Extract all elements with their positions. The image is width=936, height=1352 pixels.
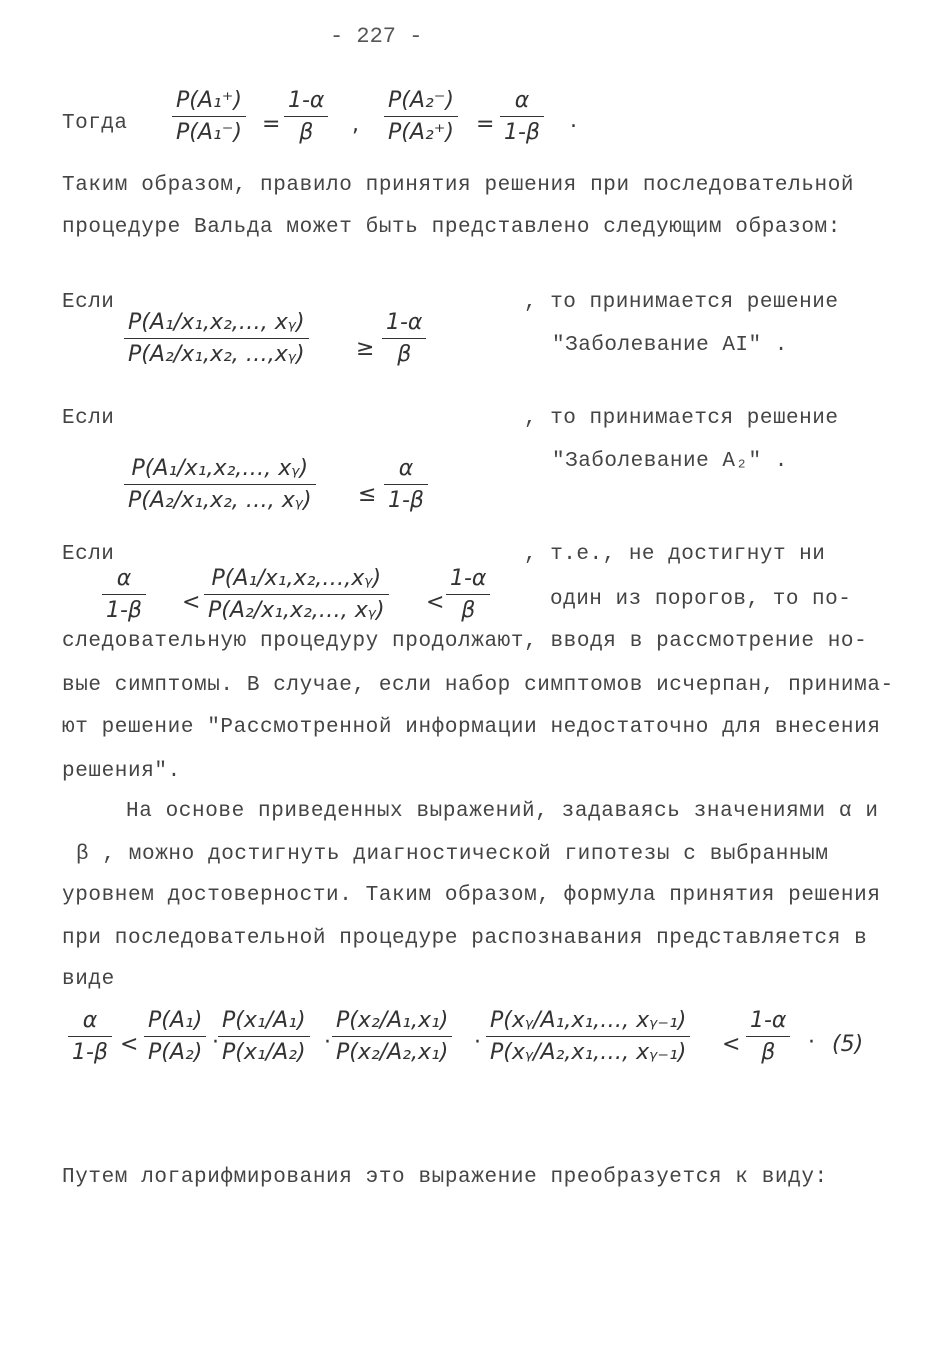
intro-fraction-2: [284, 88, 328, 145]
rule3-fraction: [204, 566, 389, 623]
rule3-lhs-fraction: [102, 566, 146, 623]
f5-rhs-fraction: [746, 1008, 790, 1065]
rule2-relation: ≤: [358, 482, 377, 507]
f5-less-2: <: [722, 1032, 741, 1057]
rule3-less-1: <: [182, 590, 201, 615]
rule3-text-2: один из порогов, то по-: [550, 588, 852, 611]
rule1-numerator: P(A₁/x₁,x₂,…, xᵧ): [128, 310, 305, 335]
f5-dot-2: ·: [324, 1030, 331, 1055]
intro-equals-1: =: [262, 112, 281, 137]
para3-line-5: виде: [62, 968, 115, 991]
para1-line-1: Таким образом, правило принятия решения при последовательной: [62, 174, 855, 197]
f5-x2-denominator: P(x₂/A₂,x₁): [336, 1040, 449, 1065]
rule3-rhs-fraction: [446, 566, 490, 623]
rule3-rhs-denominator: β: [461, 598, 476, 623]
intro-dot: .: [570, 108, 577, 133]
f5-rhs-numerator: 1-α: [750, 1008, 787, 1033]
rule2-text-1: , то принимается решение: [524, 407, 839, 430]
f5-xy-fraction: [486, 1008, 690, 1065]
f5-rhs-denominator: β: [761, 1040, 776, 1065]
para1-line-2: процедуре Вальда может быть представлено следующим образом:: [62, 216, 841, 239]
intro-f1-denominator: P(A₁⁻): [176, 120, 242, 145]
f5-prior-denominator: P(A₂): [148, 1040, 203, 1065]
f5-x1-numerator: P(x₁/A₁): [222, 1008, 306, 1033]
rule3-lhs-numerator: α: [116, 566, 132, 591]
rule1-denominator: P(A₂/x₁,x₂, …,xᵧ): [128, 342, 305, 367]
para3-line-2: β , можно достигнуть диагностической гипотезы с выбранным: [76, 843, 829, 866]
rule1-text-2: "Заболевание AІ" .: [552, 334, 788, 357]
f5-dot-1: ·: [212, 1030, 219, 1055]
f5-alpha-fraction: [68, 1008, 112, 1065]
para2-line-3: ют решение "Рассмотренной информации недостаточно для внесения: [62, 716, 881, 739]
rule2-rhs-fraction: [384, 456, 428, 513]
para2-line-4: решения".: [62, 760, 181, 783]
f5-less-1: <: [120, 1032, 139, 1057]
intro-f4-numerator: α: [514, 88, 530, 113]
f5-dot-4: ·: [808, 1030, 815, 1055]
para3-line-4: при последовательной процедуре распознавания представляется в: [62, 927, 868, 950]
rule2-rhs-denominator: 1-β: [388, 488, 424, 513]
f5-prior-numerator: P(A₁): [148, 1008, 203, 1033]
intro-equals-2: =: [476, 112, 495, 137]
rule1-fraction: [124, 310, 309, 367]
intro-fraction-3: [384, 88, 458, 145]
rule2-if: Если: [62, 407, 115, 430]
rule2-denominator: P(A₂/x₁,x₂, …, xᵧ): [128, 488, 312, 513]
f5-x1-fraction: [218, 1008, 310, 1065]
para2-line-1: следовательную процедуру продолжают, вводя в рассмотрение но-: [62, 630, 868, 653]
f5-dot-3: ·: [474, 1030, 481, 1055]
f5-xy-numerator: P(xᵧ/A₁,x₁,…, xᵧ₋₁): [490, 1008, 687, 1033]
intro-f2-denominator: β: [299, 120, 314, 145]
rule3-denominator: P(A₂/x₁,x₂,…, xᵧ): [208, 598, 385, 623]
intro-f1-numerator: P(A₁⁺): [176, 88, 242, 113]
para4-line: Путем логарифмирования это выражение преобразуется к виду:: [62, 1166, 828, 1189]
rule3-less-2: <: [426, 590, 445, 615]
intro-fraction-1: [172, 88, 246, 145]
rule1-text-1: , то принимается решение: [524, 291, 839, 314]
equation-number: (5): [832, 1032, 864, 1057]
page-number: - 227 -: [330, 24, 423, 49]
rule2-rhs-numerator: α: [398, 456, 414, 481]
f5-prior-fraction: [144, 1008, 206, 1065]
rule3-numerator: P(A₁/x₁,x₂,…,xᵧ): [211, 566, 382, 591]
para2-line-2: вые симптомы. В случае, если набор симптомов исчерпан, принима-: [62, 674, 894, 697]
intro-f3-numerator: P(A₂⁻): [388, 88, 454, 113]
rule1-if: Если: [62, 291, 115, 314]
para3-line-1: На основе приведенных выражений, задаваясь значениями α и: [126, 800, 879, 823]
rule1-relation: ≥: [356, 336, 375, 361]
rule1-rhs-fraction: [382, 310, 426, 367]
rule1-rhs-numerator: 1-α: [386, 310, 423, 335]
f5-x2-fraction: [332, 1008, 452, 1065]
intro-fraction-4: [500, 88, 544, 145]
f5-xy-denominator: P(xᵧ/A₂,x₁,…, xᵧ₋₁): [490, 1040, 687, 1065]
rule1-rhs-denominator: β: [397, 342, 412, 367]
f5-alpha-denominator: 1-β: [72, 1040, 108, 1065]
intro-label: Тогда: [62, 112, 128, 135]
rule3-rhs-numerator: 1-α: [450, 566, 487, 591]
f5-x1-denominator: P(x₁/A₂): [222, 1040, 306, 1065]
rule3-if: Если: [62, 543, 115, 566]
rule3-lhs-denominator: 1-β: [106, 598, 142, 623]
para3-line-3: уровнем достоверности. Таким образом, формула принятия решения: [62, 884, 881, 907]
intro-comma: ,: [352, 112, 359, 137]
intro-f4-denominator: 1-β: [504, 120, 540, 145]
rule2-text-2: "Заболевание A₂" .: [552, 450, 788, 473]
rule2-numerator: P(A₁/x₁,x₂,…, xᵧ): [131, 456, 309, 481]
intro-f2-numerator: 1-α: [288, 88, 325, 113]
intro-f3-denominator: P(A₂⁺): [388, 120, 454, 145]
f5-x2-numerator: P(x₂/A₁,x₁): [336, 1008, 449, 1033]
rule2-fraction: [124, 456, 316, 513]
f5-alpha-numerator: α: [82, 1008, 98, 1033]
rule3-text-1: , т.е., не достигнут ни: [524, 543, 826, 566]
